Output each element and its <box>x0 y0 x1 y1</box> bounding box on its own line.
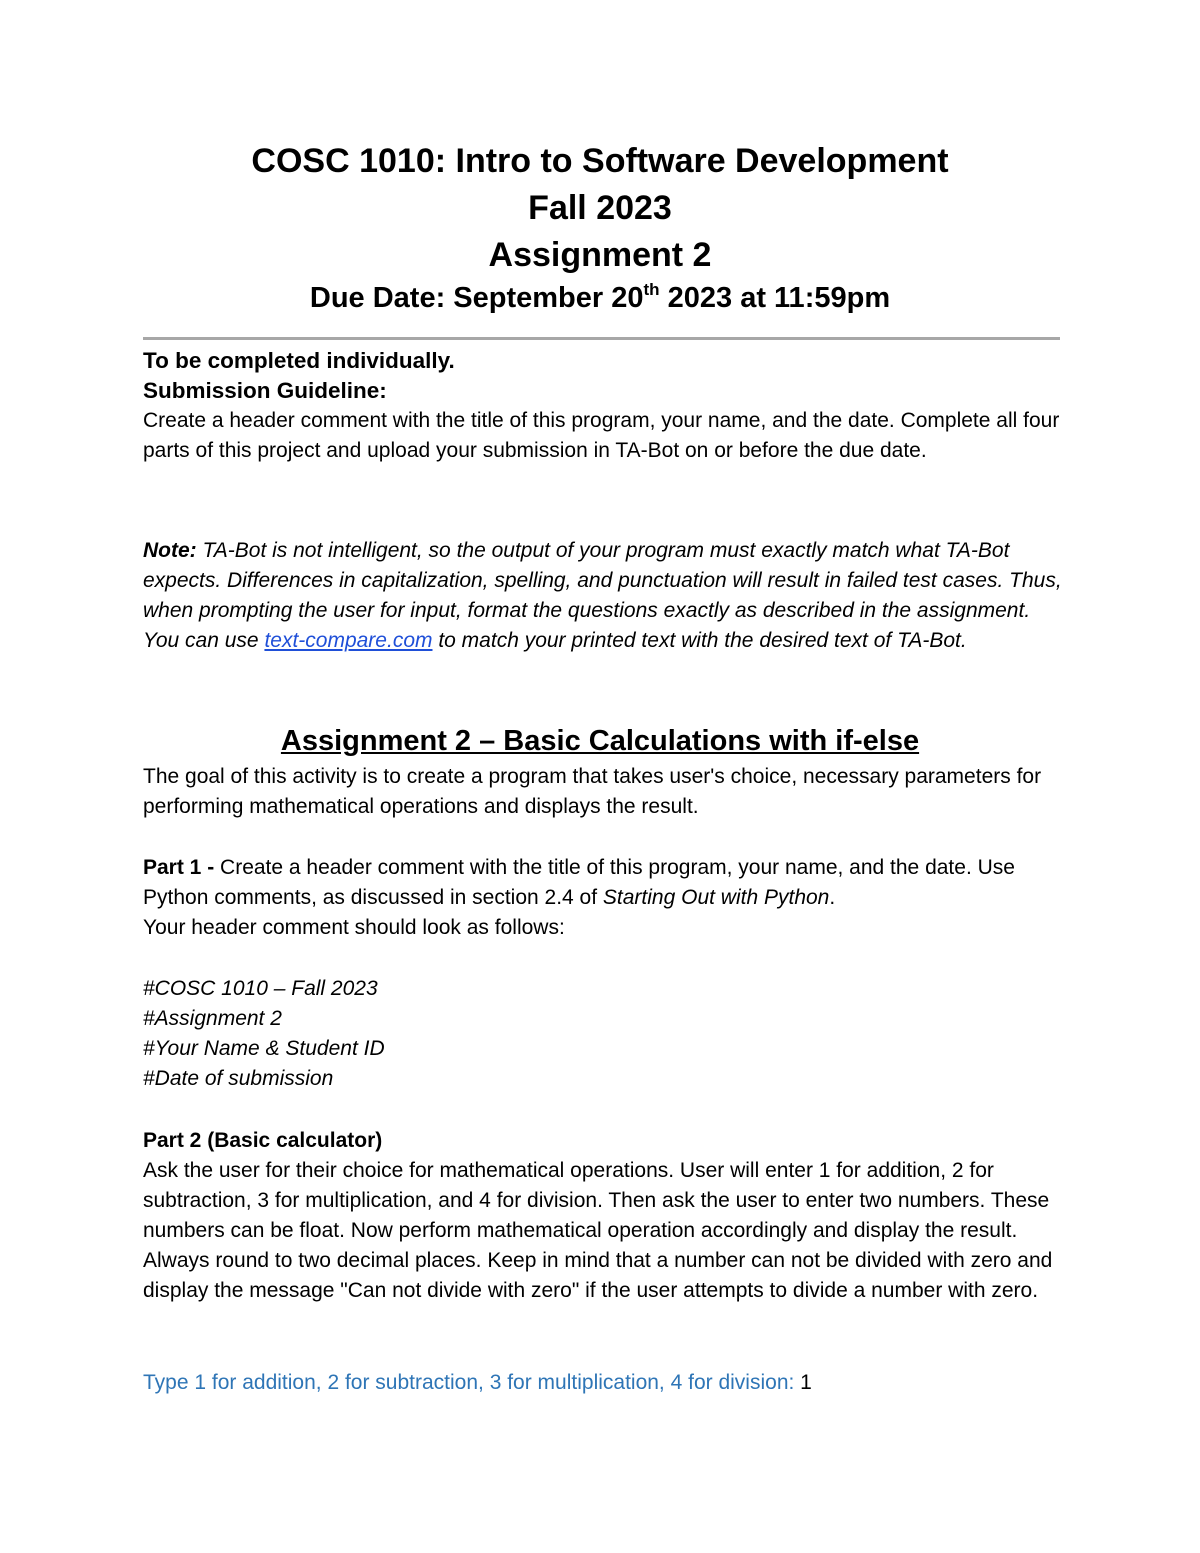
header-comment-example <box>143 974 1063 1094</box>
due-date-prefix: Due Date: September 20 <box>309 282 644 314</box>
part1-label: Part 1 - <box>143 856 215 879</box>
part1-followup: Your header comment should look as follows: <box>143 916 565 939</box>
comment-line: #Your Name & Student ID <box>143 1037 385 1060</box>
course-title: COSC 1010: Intro to Software Development <box>251 142 949 180</box>
book-title: Starting Out with Python <box>602 886 830 909</box>
text-compare-link[interactable]: text-compare.com <box>264 629 433 652</box>
submission-guideline-title: Submission Guideline: <box>143 378 387 403</box>
example-prompt-text: Type 1 for addition, 2 for subtraction, 3 for multiplication, 4 for division: <box>143 1371 801 1394</box>
due-date <box>0 280 1200 316</box>
part1-text: Create a header comment with the title of this program, your name, and the date. Use Python comments, as discussed in section 2.4 of <box>143 856 1015 909</box>
part2-title: Part 2 (Basic calculator) <box>143 1129 383 1152</box>
comment-line: #COSC 1010 – Fall 2023 <box>143 977 378 1000</box>
example-prompt <box>143 1368 812 1398</box>
term-title: Fall 2023 <box>528 189 672 227</box>
part1-paragraph <box>143 853 1063 943</box>
note-text: TA-Bot is not intelligent, so the output of your program must exactly match what TA-Bot expects. Differences in capitalization, spelling, and punctuation will result in failed test cases. Thus, when prompting the user for input, format the questions exactly as described in the assignment. You can use <box>143 539 1062 652</box>
submission-guideline-text: Create a header comment with the title of this program, your name, and the date. Complete all four parts of this project and upload your submission in TA-Bot on or before the due date. <box>143 409 1060 462</box>
note-paragraph <box>143 536 1063 656</box>
due-date-superscript: th <box>643 280 660 299</box>
intro-section <box>143 346 1063 466</box>
comment-line: #Assignment 2 <box>143 1007 282 1030</box>
goal-text: The goal of this activity is to create a program that takes user's choice, necessary parameters for performing mathematical operations and displays the result. <box>143 765 1042 818</box>
assignment-title: Assignment 2 <box>488 236 712 274</box>
section-heading: Assignment 2 – Basic Calculations with if-else <box>280 725 920 757</box>
part2-section <box>143 1126 1063 1306</box>
note-label: Note: <box>143 539 197 562</box>
comment-line: #Date of submission <box>143 1067 334 1090</box>
part1-period: . <box>829 886 836 909</box>
due-date-suffix: 2023 at 11:59pm <box>659 282 891 314</box>
example-answer: 1 <box>800 1371 812 1394</box>
goal-paragraph <box>143 762 1063 822</box>
part2-text: Ask the user for their choice for mathematical operations. User will enter 1 for addition, 2 for subtraction, 3 for multiplication, and 4 for division. Then ask the user to enter two numbers. These numbers can be float. Now perform mathematical operation accordingly and display the result. Always round to two decimal places. Keep in mind that a number can not be divided with zero and display the message "Can not divide with zero" if the user attempts to divide a number with zero. <box>143 1159 1053 1302</box>
note-text-end: to match your printed text with the desired text of TA-Bot. <box>432 629 967 652</box>
individual-notice: To be completed individually. <box>143 348 455 373</box>
horizontal-divider <box>143 337 1060 340</box>
